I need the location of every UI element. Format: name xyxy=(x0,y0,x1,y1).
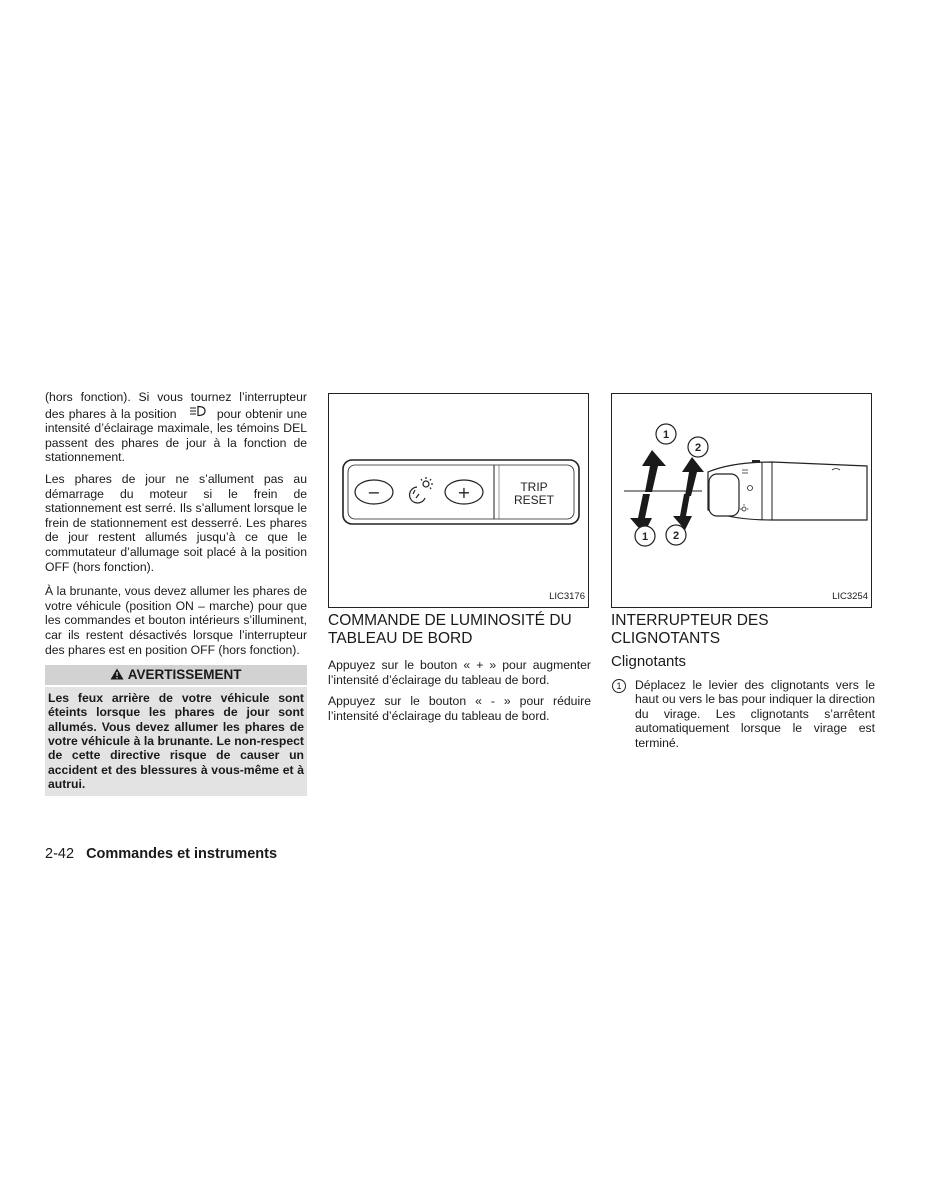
paragraph-dusk: À la brunante, vous devez allumer les phares de votre véhicule (position ON – marche) pour que les commandes et bouton intérieurs s’illuminent, car ils restent désactivés lorsque l’interrupteur des phares est en position OFF (hors fonction). xyxy=(45,584,307,657)
numbered-item-1 xyxy=(611,678,875,758)
right-column xyxy=(611,393,875,758)
arrow-2-up xyxy=(682,457,704,496)
lever-marker xyxy=(752,460,760,463)
plus-label: + xyxy=(457,483,471,502)
minus-label: − xyxy=(367,483,381,502)
label-1-top: 1 xyxy=(662,429,670,441)
headlight-icon xyxy=(181,405,213,417)
paragraph-plus-button: Appuyez sur le bouton « + » pour augmenter l’intensité d’éclairage du tableau de bord. xyxy=(328,658,591,687)
warning-header xyxy=(45,665,307,685)
warning-title: AVERTISSEMENT xyxy=(127,667,242,683)
figure-code: LIC3176 xyxy=(549,591,585,603)
item-number-circle: 1 xyxy=(612,679,626,693)
section-title-turn-signal: INTERRUPTEUR DES CLIGNOTANTS xyxy=(611,612,769,647)
figure-code: LIC3254 xyxy=(832,591,868,603)
warning-triangle-icon xyxy=(110,668,124,680)
paragraph-drl-parking-brake: Les phares de jour ne s’allument pas au démarrage du moteur si le frein de stationnement est serré. Ils s’allument lorsque le frein de stationnement est desserré. Les phares de jour restent allumés jusqu’à ce que le commutateur d’allumage soit placé à la position OFF (hors fonction). xyxy=(45,471,307,574)
subsection-title: Clignotants xyxy=(611,653,687,670)
brightness-dial-icon xyxy=(410,477,433,503)
paragraph-headlight-position: (hors fonction). Si vous tournez l’interrupteur des phares à la position pour obtenir une intensité d’éclairage maximale, les témoins DEL passent des phares de jour à la fonction de stationnement. xyxy=(45,390,308,465)
section-name: Commandes et instruments xyxy=(86,846,278,862)
label-2-bottom: 2 xyxy=(672,530,680,542)
arrow-1-up xyxy=(642,450,666,492)
middle-column xyxy=(328,393,591,730)
reset-label: RESET xyxy=(513,493,555,507)
dimmer-control-figure xyxy=(328,393,589,608)
label-1-bottom: 1 xyxy=(641,531,649,543)
paragraph-minus-button: Appuyez sur le bouton « - » pour réduire l’intensité d’éclairage du tableau de bord. xyxy=(328,694,591,723)
warning-text: Les feux arrière de votre véhicule sont éteints lorsque les phares de jour sont allumés. Vous devez allumer les phares de votre véhicule à la brunante. Le non-respect de cette directive risque de causer un accident et des blessures à vous-même et à autrui. xyxy=(45,687,307,796)
page-number: 2-42 xyxy=(45,846,75,862)
turn-signal-illustration xyxy=(612,394,873,609)
page-footer xyxy=(45,846,277,862)
label-2-top: 2 xyxy=(694,442,702,454)
section-title-dimmer: COMMANDE DE LUMINOSITÉ DU TABLEAU DE BORD xyxy=(328,612,572,647)
left-column xyxy=(45,390,307,796)
lever-knob xyxy=(709,474,739,516)
trip-label: TRIP xyxy=(520,480,548,494)
turn-signal-figure xyxy=(611,393,872,608)
dimmer-control-illustration xyxy=(329,394,590,609)
item-1-text: Déplacez le levier des clignotants vers le haut ou vers le bas pour indiquer la direction du virage. Les clignotants s’arrêtent automatiquement lorsque le virage est terminé. xyxy=(635,677,875,750)
